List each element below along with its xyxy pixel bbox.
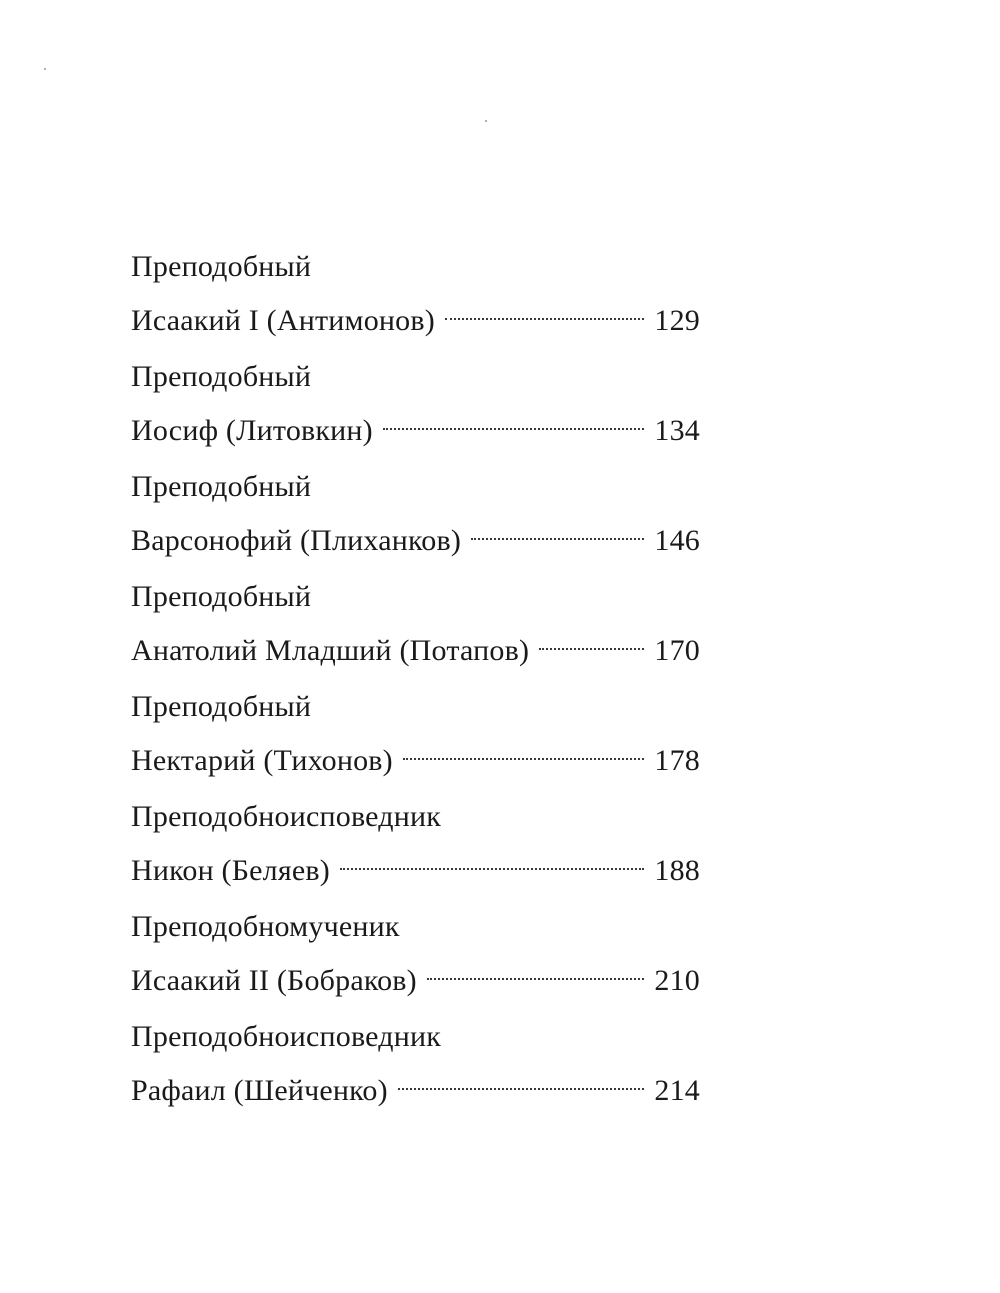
toc-entry-line — [131, 288, 700, 337]
toc-entry-line — [131, 618, 700, 667]
toc-entry-name: Варсонофий (Плиханков) — [131, 524, 462, 557]
toc-page-number: 214 — [654, 1074, 700, 1107]
toc-entry-line — [131, 398, 700, 447]
toc-entry-line — [131, 508, 700, 557]
toc-entry-title: Преподобный — [131, 690, 312, 723]
toc-page-number: 146 — [654, 524, 700, 557]
paper-speck — [485, 120, 487, 122]
toc-entry-line — [131, 838, 700, 887]
toc-entry-line — [131, 948, 700, 997]
toc-entry — [131, 796, 700, 906]
toc-entry — [131, 356, 700, 466]
toc-entry-title: Преподобноисповедник — [131, 800, 442, 833]
toc-entry-title: Преподобный — [131, 580, 312, 613]
toc-entry-title: Преподобноисповедник — [131, 1020, 442, 1053]
toc-entry-line — [131, 1058, 700, 1107]
toc-entry-name: Нектарий (Тихонов) — [131, 744, 393, 777]
toc-page-number: 188 — [654, 854, 700, 887]
toc-entry-title: Преподобный — [131, 360, 312, 393]
toc-entry-title: Преподобномученик — [131, 910, 400, 943]
toc-dot-leader — [403, 728, 645, 770]
toc-entry-name: Анатолий Младший (Потапов) — [131, 634, 530, 667]
toc-page-number: 210 — [654, 964, 700, 997]
toc-page-number: 134 — [654, 414, 700, 447]
toc-entry-title: Преподобный — [131, 250, 312, 283]
toc-entry — [131, 1016, 700, 1126]
toc-entry — [131, 686, 700, 796]
toc-page-number: 178 — [654, 744, 700, 777]
toc-entry-name: Исаакий II (Бобраков) — [131, 964, 417, 997]
toc-dot-leader — [340, 838, 644, 880]
toc-entry-title: Преподобный — [131, 470, 312, 503]
toc-entry — [131, 906, 700, 1016]
toc-entry-name: Иосиф (Литовкин) — [131, 414, 373, 447]
paper-speck — [44, 68, 46, 70]
toc-entry-line — [131, 728, 700, 777]
toc-page-number: 170 — [654, 634, 700, 667]
toc-dot-leader — [427, 948, 645, 990]
toc-entry-name: Исаакий I (Антимонов) — [131, 304, 435, 337]
toc-page-number: 129 — [654, 304, 700, 337]
toc-dot-leader — [445, 288, 644, 330]
toc-entry — [131, 576, 700, 686]
toc-entry — [131, 246, 700, 356]
toc-dot-leader — [539, 618, 644, 660]
toc-dot-leader — [383, 398, 645, 440]
toc-entry-name: Никон (Беляев) — [131, 854, 330, 887]
toc-entry-name: Рафаил (Шейченко) — [131, 1074, 388, 1107]
toc-dot-leader — [471, 508, 644, 550]
toc-dot-leader — [398, 1058, 645, 1100]
toc-entry — [131, 466, 700, 576]
table-of-contents — [131, 246, 700, 1126]
